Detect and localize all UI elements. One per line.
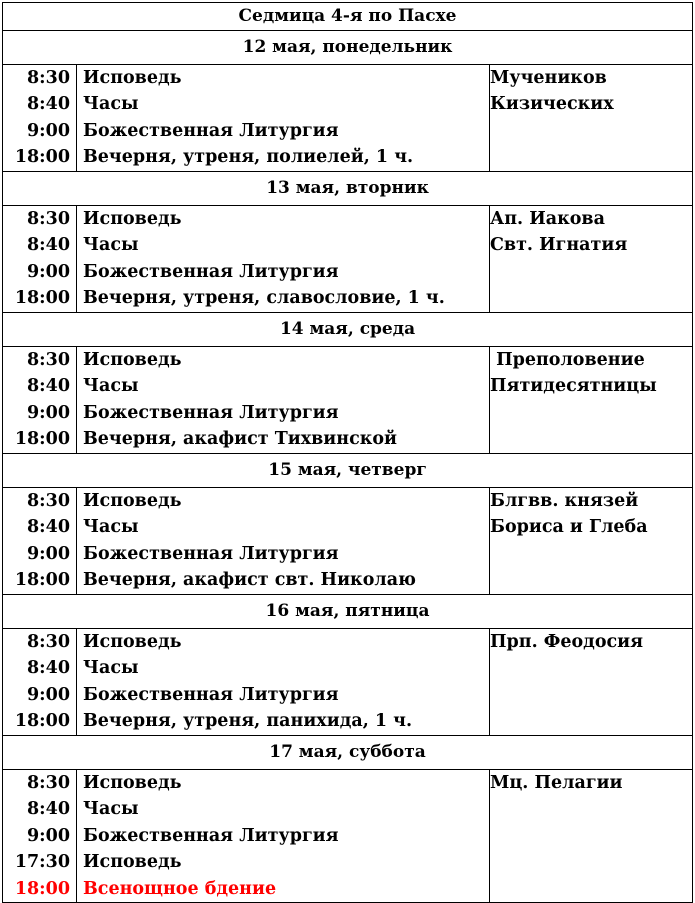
- service-name: Божественная Литургия: [83, 120, 339, 141]
- services-column: [77, 347, 490, 454]
- service-time: 18:00: [14, 429, 70, 450]
- times-column: [3, 347, 77, 454]
- commemoration-line: Пятидесятницы: [490, 376, 657, 397]
- day-header-row: [3, 313, 693, 347]
- service-name: Божественная Литургия: [83, 543, 339, 564]
- service-name: Часы: [83, 235, 139, 256]
- service-time: 8:40: [27, 235, 70, 256]
- commemoration-line: Мучеников: [490, 68, 607, 88]
- day-schedule-row: [3, 347, 693, 454]
- day-date: 14 мая, среда: [3, 313, 693, 347]
- service-time: 9:00: [27, 261, 70, 282]
- service-time: 18:00: [14, 878, 70, 899]
- services-column: [77, 65, 490, 172]
- service-time: 8:30: [27, 773, 70, 793]
- commemoration-line: Прп. Феодосия: [490, 632, 644, 652]
- service-time: 18:00: [14, 147, 70, 168]
- service-time: 9:00: [27, 684, 70, 705]
- service-time: 8:40: [27, 799, 70, 820]
- service-time: 17:30: [14, 852, 70, 873]
- service-name: Вечерня, акафист свт. Николаю: [83, 570, 416, 591]
- services-column: [77, 488, 490, 595]
- service-name: Вечерня, утреня, панихида, 1 ч.: [83, 711, 413, 732]
- service-name: Вечерня, утреня, полиелей, 1 ч.: [83, 147, 414, 168]
- day-date: 12 мая, понедельник: [3, 31, 693, 65]
- service-time: 9:00: [27, 543, 70, 564]
- commemoration-column: [490, 488, 693, 595]
- service-name: Божественная Литургия: [83, 825, 339, 846]
- commemoration-line: Блгвв. князей: [490, 491, 639, 511]
- day-schedule-row: [3, 629, 693, 736]
- services-column: [77, 770, 490, 903]
- services-column: [77, 629, 490, 736]
- times-column: [3, 770, 77, 903]
- day-schedule-row: [3, 65, 693, 172]
- commemoration-column: [490, 629, 693, 736]
- times-column: [3, 629, 77, 736]
- day-header-row: [3, 31, 693, 65]
- service-name: Часы: [83, 517, 139, 538]
- service-name: Исповедь: [83, 68, 182, 88]
- times-column: [3, 65, 77, 172]
- day-date: 13 мая, вторник: [3, 172, 693, 206]
- service-name: Божественная Литургия: [83, 261, 339, 282]
- service-name: Божественная Литургия: [83, 684, 339, 705]
- commemoration-column: [490, 65, 693, 172]
- service-time: 8:40: [27, 517, 70, 538]
- schedule-table: [2, 2, 693, 903]
- day-schedule-row: [3, 770, 693, 903]
- service-name: Исповедь: [83, 773, 182, 793]
- day-schedule-row: [3, 206, 693, 313]
- services-column: [77, 206, 490, 313]
- service-time: 9:00: [27, 120, 70, 141]
- commemoration-column: [490, 206, 693, 313]
- service-name: Часы: [83, 376, 139, 397]
- service-time: 18:00: [14, 570, 70, 591]
- times-column: [3, 488, 77, 595]
- service-time: 8:40: [27, 376, 70, 397]
- service-time: 8:30: [27, 632, 70, 652]
- service-time: 9:00: [27, 402, 70, 423]
- commemoration-line: Мц. Пелагии: [490, 773, 623, 793]
- service-name: Часы: [83, 658, 139, 679]
- service-time: 8:30: [27, 491, 70, 511]
- title-row: [3, 3, 693, 31]
- day-header-row: [3, 736, 693, 770]
- commemoration-line: Преполовение: [490, 350, 645, 370]
- service-name: Вечерня, акафист Тихвинской: [83, 429, 398, 450]
- commemoration-column: [490, 347, 693, 454]
- service-name: Исповедь: [83, 209, 182, 229]
- service-name: Часы: [83, 799, 139, 820]
- service-name: Исповедь: [83, 632, 182, 652]
- day-header-row: [3, 595, 693, 629]
- service-name: Исповедь: [83, 350, 182, 370]
- commemoration-column: [490, 770, 693, 903]
- day-date: 17 мая, суббота: [3, 736, 693, 770]
- day-date: 16 мая, пятница: [3, 595, 693, 629]
- commemoration-line: Бориса и Глеба: [490, 517, 648, 538]
- service-name: Исповедь: [83, 491, 182, 511]
- day-header-row: [3, 172, 693, 206]
- service-time: 18:00: [14, 288, 70, 309]
- service-time: 8:40: [27, 94, 70, 115]
- service-time: 8:30: [27, 209, 70, 229]
- service-name: Исповедь: [83, 852, 182, 873]
- service-name: Часы: [83, 94, 139, 115]
- commemoration-line: Кизических: [490, 94, 614, 115]
- service-time: 8:30: [27, 350, 70, 370]
- service-name: Вечерня, утреня, славословие, 1 ч.: [83, 288, 445, 309]
- service-time: 8:40: [27, 658, 70, 679]
- service-time: 8:30: [27, 68, 70, 88]
- day-date: 15 мая, четверг: [3, 454, 693, 488]
- schedule-title: Седмица 4-я по Пасхе: [3, 3, 693, 31]
- service-name: Всенощное бдение: [83, 878, 277, 899]
- commemoration-line: Ап. Иакова: [490, 209, 605, 229]
- day-header-row: [3, 454, 693, 488]
- day-schedule-row: [3, 488, 693, 595]
- service-time: 18:00: [14, 711, 70, 732]
- service-name: Божественная Литургия: [83, 402, 339, 423]
- commemoration-line: Свт. Игнатия: [490, 235, 628, 256]
- times-column: [3, 206, 77, 313]
- service-time: 9:00: [27, 825, 70, 846]
